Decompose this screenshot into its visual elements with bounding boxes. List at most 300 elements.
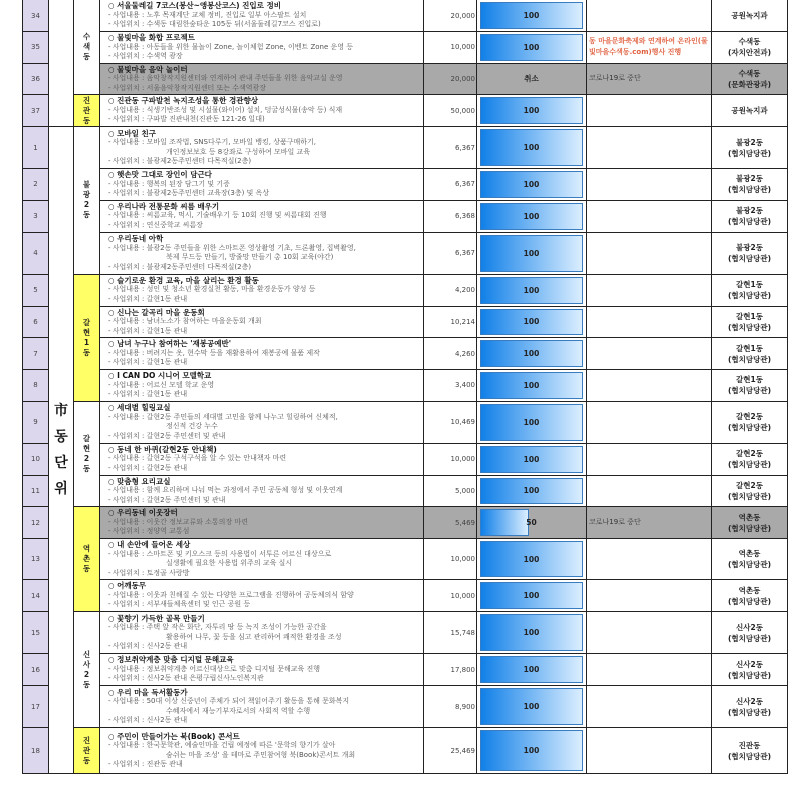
project-title-text: 정보취약계층 맞춤 디지털 문해교육 (117, 655, 234, 665)
project-title (108, 655, 423, 665)
row-number: 12 (23, 507, 49, 539)
department (712, 338, 788, 370)
project-content (100, 580, 424, 612)
project-detail-line: - 사업위치 : 진관동 관내 (108, 760, 183, 768)
progress-cell (477, 338, 587, 370)
project-title-text: 물빛마을 음악 놀이터 (117, 64, 188, 74)
project-title (108, 65, 423, 75)
circle-bullet-icon: ○ (108, 64, 118, 74)
department-line: 갈현1동 (736, 343, 763, 353)
progress-cell (477, 686, 587, 728)
project-detail-line: - 사업내용 : 한국문학관, 예술인마을 건립 예정에 따른 '문학의 향기가 살아 (108, 741, 336, 749)
budget-amount: 4,260 (424, 338, 477, 370)
dong-label-char: 현 (82, 327, 91, 337)
project-detail-line: - 사업위치 : 수색동 대림한숲타운 105동 뒤(서울둘레길7코스 진입로) (108, 20, 321, 29)
progress-value: 100 (523, 179, 540, 189)
progress-value: 100 (523, 211, 540, 221)
circle-bullet-icon: ○ (108, 508, 118, 518)
note: 코로나19로 중단 (587, 507, 712, 539)
department-line: (문화관광과) (727, 79, 772, 89)
project-title (108, 202, 423, 212)
dong-label (74, 612, 100, 728)
department (712, 370, 788, 402)
progress-cell (477, 475, 587, 507)
table-row (23, 200, 788, 232)
progress-value: 100 (523, 628, 540, 637)
project-detail-line: - 사업위치 : 갈현1동 관내 (108, 358, 188, 367)
project-title-text: 남녀 누구나 참여하는 '재봉공예반' (117, 339, 232, 349)
table-row (23, 728, 788, 774)
dong-label (74, 0, 100, 95)
project-title-text: 햇손맛 그대로 장인이 담근다 (117, 170, 212, 179)
row-number: 6 (23, 306, 49, 338)
table-row (23, 274, 788, 306)
budget-amount: 10,000 (424, 32, 477, 64)
department (712, 612, 788, 654)
budget-amount: 5,000 (424, 475, 477, 507)
circle-bullet-icon: ○ (108, 275, 118, 285)
budget-amount: 4,200 (424, 274, 477, 306)
budget-amount: 15,748 (424, 612, 477, 654)
table-row (23, 507, 788, 539)
progress-cell (477, 443, 587, 475)
progress-cell (477, 169, 587, 201)
budget-amount: 3,400 (424, 370, 477, 402)
progress-value: 100 (523, 380, 540, 390)
project-title (108, 170, 423, 180)
table-row (23, 306, 788, 338)
project-title (108, 540, 423, 550)
project-title-text: 내 손안에 들어온 세상 (117, 540, 191, 549)
department (712, 0, 788, 32)
table-row (23, 539, 788, 580)
progress-value: 50 (526, 518, 537, 527)
circle-bullet-icon: ○ (108, 1, 118, 11)
progress-value: 100 (523, 554, 540, 564)
project-detail-line: - 사업내용 : 정보취약계층 어르신대상으로 맞춤 디지털 문해교육 진행 (108, 664, 321, 673)
dong-label-char: 동 (82, 463, 91, 473)
department-line: 신사2동 (736, 622, 763, 632)
project-title (108, 276, 423, 286)
progress-value: 100 (523, 143, 540, 152)
project-title-text: 물빛마을 화합 프로젝트 (117, 33, 195, 42)
project-content (100, 127, 424, 169)
department-line: (협치담당관) (727, 707, 772, 717)
dong-label-char: 동 (82, 115, 91, 125)
row-number: 35 (23, 32, 49, 64)
project-content (100, 612, 424, 654)
table-row (23, 370, 788, 402)
project-detail-line: 활용하여 나무, 꽃 등을 심고 관리하여 쾌적한 환경을 조성 (166, 632, 342, 641)
project-detail-line: - 사업위치 : 갈현1동 관내 (108, 326, 188, 335)
note (587, 127, 712, 169)
department (712, 200, 788, 232)
budget-amount: 6,367 (424, 232, 477, 274)
dong-label-char: 1 (83, 337, 90, 347)
project-content (100, 306, 424, 338)
project-title (108, 403, 423, 413)
project-detail-line: - 사업위치 : 서울음악창작지원센터 또는 수색역광장 (108, 83, 267, 92)
circle-bullet-icon: ○ (108, 234, 118, 243)
progress-cell (477, 232, 587, 274)
table-row (23, 32, 788, 64)
project-title (108, 234, 423, 244)
project-title-text: 우리동네 아학 (117, 234, 164, 243)
dong-label-char: 동 (82, 564, 91, 573)
dong-label-char: 동 (82, 52, 91, 61)
progress-value: 100 (523, 591, 540, 600)
project-title (108, 96, 423, 106)
row-number: 16 (23, 654, 49, 686)
department-line: (협치담당관) (727, 633, 772, 643)
department-line: 갈현2동 (736, 480, 763, 490)
table-row (23, 401, 788, 443)
department-line: 불광2동 (736, 243, 763, 252)
department-line: (협치담당관) (727, 185, 772, 195)
project-title-text: 우리 마을 독서활동가 (117, 687, 188, 697)
progress-cell (477, 612, 587, 654)
circle-bullet-icon: ○ (108, 371, 118, 380)
project-detail-line: - 사업위치 : 불광제2동주민센터 교육장(3층) 및 옥상 (108, 189, 270, 197)
note (587, 728, 712, 774)
budget-amount: 10,000 (424, 539, 477, 580)
project-content (100, 370, 424, 402)
project-detail-line: - 사업위치 : 갈현2동 관내 (108, 463, 188, 472)
project-detail-line: - 사업내용 : 불광2동 주민들을 위한 스마트폰 영상촬영 기초, 드론촬영, 집벽촬영, (108, 243, 356, 252)
progress-cell (477, 539, 587, 580)
note (587, 0, 712, 32)
dong-label-char: 2 (83, 669, 90, 679)
circle-bullet-icon: ○ (108, 613, 118, 623)
progress-cell (477, 127, 587, 169)
project-title-text: 주민이 만들어가는 북(Book) 콘서트 (117, 731, 240, 741)
project-detail-line: - 사업위치 : 불광제2동주민센터 다목적실(2층) (108, 262, 252, 271)
row-number: 7 (23, 338, 49, 370)
project-detail-line: - 사업위치 : 갈현2동 주민센터 및 관내 (108, 431, 226, 440)
budget-amount: 6,368 (424, 200, 477, 232)
project-table (22, 0, 788, 774)
dong-label (74, 507, 100, 612)
dong-label-char: 신 (82, 649, 91, 659)
note: 동 마을문화축제와 연계하여 온라인(물빛마을수색동.com)행사 진행 (587, 32, 712, 64)
project-content (100, 274, 424, 306)
department (712, 274, 788, 306)
department (712, 654, 788, 686)
project-title-text: 맞춤형 요리교실 (117, 476, 171, 486)
project-detail-line: 숨쉬는 마을 조성' 을 테마로 주민참여형 북(Book)콘서트 개최 (166, 750, 356, 759)
progress-cell (477, 728, 587, 774)
project-title (108, 308, 423, 318)
project-title-text: 서울둘레길 7코스(봉산~앵봉산코스) 진입로 정비 (117, 1, 282, 11)
circle-bullet-icon: ○ (108, 655, 118, 665)
project-detail-line: - 사업내용 : 행복의 된장 담그기 및 기증 (108, 179, 230, 188)
note (587, 370, 712, 402)
table-row (23, 0, 788, 32)
circle-bullet-icon: ○ (108, 339, 118, 349)
project-title (108, 732, 423, 742)
project-title-text: 모바일 친구 (117, 128, 156, 138)
table-row (23, 169, 788, 201)
project-content (100, 654, 424, 686)
project-content (100, 0, 424, 32)
progress-cell (477, 580, 587, 612)
note (587, 612, 712, 654)
progress-cell (477, 0, 587, 32)
table-row (23, 686, 788, 728)
progress-value: 100 (523, 317, 540, 327)
department-line: (협치담당관) (727, 751, 772, 761)
project-title (108, 129, 423, 139)
table-row (23, 63, 788, 95)
budget-amount: 17,800 (424, 654, 477, 686)
progress-bar-fill (480, 509, 529, 536)
circle-bullet-icon: ○ (108, 444, 118, 454)
project-title-text: 슬기로운 환경 교육, 마을 살리는 환경 활동 (117, 275, 259, 285)
row-number: 10 (23, 443, 49, 475)
progress-value: 100 (523, 454, 540, 464)
dong-label-char: 현 (82, 443, 91, 453)
project-detail-line: - 사업내용 : 식생기반조성 및 시설물(와이어) 설치, 덩굴성식물(송악 등) 식재 (108, 105, 343, 114)
budget-amount: 50,000 (424, 95, 477, 127)
department-line: 갈현2동 (736, 412, 763, 421)
project-content (100, 686, 424, 728)
circle-bullet-icon: ○ (108, 201, 118, 211)
project-detail-line: - 사업내용 : 50대 이상 신중년이 주체가 되어 책읽어주기 활동을 통해 문화복지 (108, 697, 350, 705)
dong-label-char: 촌 (82, 554, 91, 563)
project-detail-line: - 사업위치 : 갈현1동 관내 (108, 294, 188, 303)
dong-label-char: 관 (82, 745, 91, 755)
project-content (100, 169, 424, 201)
circle-bullet-icon: ○ (108, 96, 118, 106)
progress-value: 100 (523, 285, 540, 295)
project-content (100, 507, 424, 539)
department-line: 불광2동 (736, 137, 763, 147)
row-number: 14 (23, 580, 49, 612)
circle-bullet-icon: ○ (108, 540, 118, 549)
project-title (108, 1, 423, 11)
project-detail-line: - 사업내용 : 스마트폰 및 키오스크 등의 사용법이 서투른 어르신 대상으로 (108, 549, 332, 558)
project-detail-line: 실생활에 필요한 사용법 위주의 교육 실시 (166, 559, 293, 567)
note (587, 539, 712, 580)
dong-label-char: 2 (83, 453, 90, 463)
department-line: 수색동 (738, 37, 761, 47)
region-label (49, 127, 74, 774)
department-line: (자치안전과) (727, 48, 772, 58)
progress-cell (477, 306, 587, 338)
department-line: (협치담당관) (727, 560, 772, 569)
project-detail-line: - 사업내용 : 버려지는 옷, 현수막 등을 재활용하여 재봉공예 물품 제작 (108, 348, 320, 357)
department-line: 역촌동 (738, 549, 761, 558)
budget-amount: 10,000 (424, 443, 477, 475)
project-content (100, 63, 424, 95)
department (712, 475, 788, 507)
note (587, 200, 712, 232)
department-line: 진관동 (738, 740, 761, 750)
project-detail-line: - 사업내용 : 주택 앞 작은 화단, 자투리 땅 등 녹지 조성이 가능한 공간을 (108, 623, 327, 631)
progress-value: 100 (523, 42, 540, 52)
project-title (108, 339, 423, 349)
department-line: 불광2동 (736, 206, 763, 215)
note (587, 401, 712, 443)
project-detail-line: - 사업위치 : 불광제2동주민센터 다목적실(2층) (108, 157, 252, 165)
progress-value: 100 (523, 486, 540, 496)
dong-label-char: 동 (82, 210, 91, 220)
dong-label-char: 수 (82, 32, 91, 41)
project-detail-line: - 사업내용 : 갈현2동 구석구석을 알 수 있는 안내책자 마련 (108, 454, 287, 463)
circle-bullet-icon: ○ (108, 403, 118, 412)
project-detail-line: - 사업내용 : 노후 목재계단 교체 정비, 진입로 일부 아스팔트 설치 (108, 10, 307, 19)
project-detail-line: - 사업위치 : 신사2동 관내 (108, 642, 188, 650)
progress-value: 100 (523, 106, 540, 115)
table-row (23, 338, 788, 370)
table-row (23, 443, 788, 475)
row-number: 4 (23, 232, 49, 274)
row-number: 17 (23, 686, 49, 728)
project-content (100, 95, 424, 127)
note (587, 232, 712, 274)
department-line: 공원녹지과 (731, 11, 768, 20)
project-detail-line: - 사업위치 : 갈현1동 관내 (108, 390, 188, 398)
department-line: (협치담당관) (727, 254, 772, 263)
department-line: (협치담당관) (727, 491, 772, 501)
budget-amount: 6,367 (424, 127, 477, 169)
department-line: (협치담당관) (727, 148, 772, 158)
department-line: (협치담당관) (727, 460, 772, 469)
circle-bullet-icon: ○ (108, 128, 118, 138)
note (587, 475, 712, 507)
region-label-char: 단 (54, 455, 68, 471)
project-detail-line: - 사업내용 : 갈현2동 주민들의 세대별 고민을 함께 나누고 힐링하여 신체적, (108, 412, 338, 421)
department-line: (협치담당관) (727, 291, 772, 300)
progress-cell (477, 63, 587, 95)
note (587, 443, 712, 475)
circle-bullet-icon: ○ (108, 33, 118, 42)
progress-cell (477, 370, 587, 402)
region-label-char: 동 (54, 429, 68, 445)
department-line: 신사2동 (736, 696, 763, 706)
department (712, 232, 788, 274)
table-row (23, 654, 788, 686)
project-detail-line: - 사업위치 : 갈현2동 주민센터 및 관내 (108, 495, 226, 504)
note (587, 580, 712, 612)
dong-label-char: 2 (83, 200, 90, 210)
project-detail-line: - 사업위치 : 신사2동 관내 은평구립신사노인복지관 (108, 674, 264, 683)
project-detail-line: - 사업위치 : 서부새들체육센터 및 인근 공원 등 (108, 600, 251, 609)
project-detail-line: - 사업위치 : 연신중학교 씨름장 (108, 220, 203, 229)
department-line: 공원녹지과 (731, 106, 768, 115)
note (587, 654, 712, 686)
project-content (100, 475, 424, 507)
project-detail-line: 북제 무드등 만들기, 방줄망 만들기 총 10회 교육(야간) (166, 253, 334, 261)
department (712, 539, 788, 580)
row-number: 37 (23, 95, 49, 127)
progress-value: 100 (523, 417, 540, 427)
row-number: 34 (23, 0, 49, 32)
budget-amount: 5,469 (424, 507, 477, 539)
project-detail-line: - 사업내용 : 함께 요리하며 나눠 먹는 과정에서 주민 공동체 형성 및 이웃연계 (108, 486, 343, 494)
project-detail-line: - 사업내용 : 어르신 모델 학교 운영 (108, 380, 215, 389)
project-detail-line: - 사업내용 : 씨름교육, 먹시, 기술배우기 등 10회 진행 및 씨름대회 진행 (108, 211, 327, 220)
project-detail-line: - 사업위치 : 정양역 교통섬 (108, 527, 190, 536)
project-content (100, 443, 424, 475)
region-cell-blank (49, 0, 74, 127)
budget-amount: 25,469 (424, 728, 477, 774)
department-line: (협치담당관) (727, 322, 772, 332)
project-content (100, 232, 424, 274)
project-title (108, 614, 423, 624)
dong-label-char: 진 (82, 735, 91, 745)
project-title (108, 33, 423, 43)
table-row (23, 127, 788, 169)
note (587, 95, 712, 127)
row-number: 3 (23, 200, 49, 232)
project-content (100, 539, 424, 580)
row-number: 9 (23, 401, 49, 443)
progress-cell (477, 32, 587, 64)
department-line: (협치담당관) (727, 217, 772, 226)
project-title-text: I CAN DO 시니어 모델학교 (117, 371, 212, 380)
project-title (108, 477, 423, 487)
budget-amount: 20,000 (424, 63, 477, 95)
progress-value: 취소 (524, 74, 539, 84)
table-row (23, 95, 788, 127)
department-line: 갈현1동 (736, 280, 763, 289)
note (587, 306, 712, 338)
progress-cell (477, 95, 587, 127)
project-title (108, 581, 423, 591)
region-label-char: 위 (54, 481, 68, 497)
dong-label-char: 동 (82, 347, 91, 357)
row-number: 18 (23, 728, 49, 774)
project-detail-line: - 사업내용 : 아동들을 위한 물놀이 Zone, 놀이체험 Zone, 이벤트 Zone 운영 등 (108, 42, 354, 51)
project-content (100, 200, 424, 232)
project-content (100, 32, 424, 64)
row-number: 5 (23, 274, 49, 306)
row-number: 36 (23, 63, 49, 95)
table-row (23, 475, 788, 507)
project-detail-line: - 사업내용 : 이웃간 정보교류와 소통의장 마련 (108, 517, 248, 526)
budget-amount: 20,000 (424, 0, 477, 32)
department-line: (협치담당관) (727, 670, 772, 680)
department-line: 갈현1동 (736, 311, 763, 321)
budget-amount: 10,469 (424, 401, 477, 443)
project-title-text: 꽃향기 가득한 골목 만들기 (117, 613, 205, 623)
department-line: 역촌동 (738, 512, 761, 522)
dong-label (74, 274, 100, 401)
project-content (100, 338, 424, 370)
progress-value: 100 (523, 746, 540, 755)
row-number: 13 (23, 539, 49, 580)
circle-bullet-icon: ○ (108, 307, 118, 317)
progress-value: 100 (523, 702, 540, 711)
department-line: (협치담당관) (727, 386, 772, 396)
department (712, 580, 788, 612)
row-number: 15 (23, 612, 49, 654)
circle-bullet-icon: ○ (108, 687, 118, 697)
progress-cell (477, 507, 587, 539)
circle-bullet-icon: ○ (108, 581, 118, 591)
dong-label (74, 728, 100, 774)
project-content (100, 401, 424, 443)
department-line: 신사2동 (736, 659, 763, 669)
progress-value: 100 (523, 665, 540, 674)
department (712, 401, 788, 443)
dong-label-char: 역 (82, 544, 91, 553)
department-line: 수색동 (738, 68, 761, 78)
circle-bullet-icon: ○ (108, 731, 118, 741)
department-line: 갈현1동 (736, 375, 763, 385)
table-row (23, 232, 788, 274)
